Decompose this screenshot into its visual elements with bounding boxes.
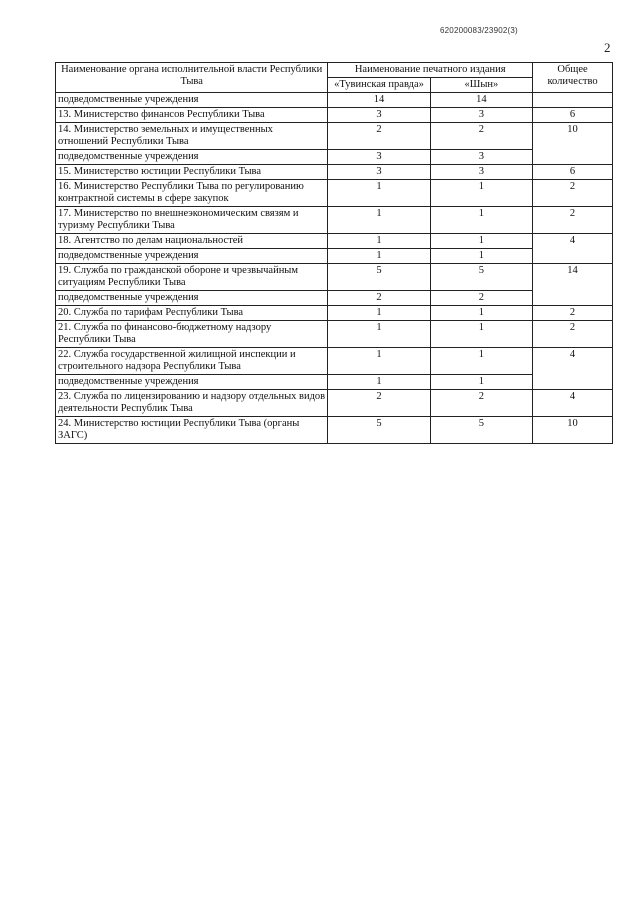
row-total: 2 — [533, 207, 613, 234]
row-name: 20. Служба по тарифам Республики Тыва — [56, 306, 328, 321]
row-name: 13. Министерство финансов Республики Тыва — [56, 108, 328, 123]
row-name: подведомственные учреждения — [56, 93, 328, 108]
table-row — [56, 249, 613, 264]
table-row — [56, 108, 613, 123]
table-row — [56, 321, 613, 348]
row-shyn: 1 — [430, 207, 532, 234]
document-number: 620200083/23902(3) — [440, 26, 518, 35]
row-shyn: 2 — [430, 390, 532, 417]
row-name: 16. Министерство Республики Тыва по регулированию контрактной системы в сфере закупок — [56, 180, 328, 207]
table-row — [56, 165, 613, 180]
publications-table — [55, 62, 613, 444]
row-shyn: 3 — [430, 108, 532, 123]
row-total: 10 — [533, 417, 613, 444]
row-name: 14. Министерство земельных и имущественных отношений Республики Тыва — [56, 123, 328, 150]
table-row — [56, 375, 613, 390]
row-shyn: 2 — [430, 291, 532, 306]
table-row — [56, 348, 613, 375]
row-name: подведомственные учреждения — [56, 249, 328, 264]
row-total: 4 — [533, 348, 613, 390]
row-tuvinskaya: 1 — [328, 348, 430, 375]
table-row — [56, 306, 613, 321]
row-total: 4 — [533, 390, 613, 417]
row-shyn: 5 — [430, 417, 532, 444]
row-name: 21. Служба по финансово-бюджетному надзору Республики Тыва — [56, 321, 328, 348]
table-row — [56, 390, 613, 417]
header-publication: Наименование печатного издания — [328, 63, 533, 78]
row-total: 6 — [533, 108, 613, 123]
row-name: 22. Служба государственной жилищной инспекции и строительного надзора Республики Тыва — [56, 348, 328, 375]
row-tuvinskaya: 1 — [328, 249, 430, 264]
row-tuvinskaya: 3 — [328, 108, 430, 123]
table-row — [56, 417, 613, 444]
row-name: подведомственные учреждения — [56, 291, 328, 306]
table-row — [56, 207, 613, 234]
row-shyn: 5 — [430, 264, 532, 291]
row-tuvinskaya: 3 — [328, 165, 430, 180]
header-shyn: «Шын» — [430, 78, 532, 93]
row-name: 24. Министерство юстиции Республики Тыва (органы ЗАГС) — [56, 417, 328, 444]
row-name: 23. Служба по лицензированию и надзору отдельных видов деятельности Республик Тыва — [56, 390, 328, 417]
row-total — [533, 93, 613, 108]
row-name: 15. Министерство юстиции Республики Тыва — [56, 165, 328, 180]
table-row — [56, 264, 613, 291]
row-shyn: 1 — [430, 180, 532, 207]
row-tuvinskaya: 2 — [328, 291, 430, 306]
row-total: 10 — [533, 123, 613, 165]
row-total: 6 — [533, 165, 613, 180]
table-row — [56, 123, 613, 150]
page-number: 2 — [604, 40, 611, 55]
header-org: Наименование органа исполнительной власти Республики Тыва — [56, 63, 328, 93]
row-tuvinskaya: 1 — [328, 321, 430, 348]
table-row — [56, 180, 613, 207]
row-total: 2 — [533, 321, 613, 348]
table-row — [56, 150, 613, 165]
row-name: 18. Агентство по делам национальностей — [56, 234, 328, 249]
row-shyn: 1 — [430, 249, 532, 264]
header-tuvinskaya: «Тувинская правда» — [328, 78, 430, 93]
row-tuvinskaya: 1 — [328, 306, 430, 321]
row-total: 2 — [533, 180, 613, 207]
header-row-1 — [56, 63, 613, 78]
row-shyn: 1 — [430, 348, 532, 375]
row-tuvinskaya: 2 — [328, 123, 430, 150]
row-total: 2 — [533, 306, 613, 321]
row-tuvinskaya: 14 — [328, 93, 430, 108]
table-row — [56, 93, 613, 108]
row-name: подведомственные учреждения — [56, 150, 328, 165]
row-tuvinskaya: 1 — [328, 207, 430, 234]
header-total: Общее количество — [533, 63, 613, 93]
row-tuvinskaya: 5 — [328, 417, 430, 444]
row-shyn: 3 — [430, 165, 532, 180]
row-shyn: 1 — [430, 321, 532, 348]
row-tuvinskaya: 3 — [328, 150, 430, 165]
row-tuvinskaya: 5 — [328, 264, 430, 291]
row-shyn: 1 — [430, 234, 532, 249]
table-row — [56, 291, 613, 306]
row-shyn: 3 — [430, 150, 532, 165]
row-total: 4 — [533, 234, 613, 264]
row-shyn: 1 — [430, 375, 532, 390]
row-shyn: 14 — [430, 93, 532, 108]
row-name: 17. Министерство по внешнеэкономическим связям и туризму Республики Тыва — [56, 207, 328, 234]
row-shyn: 2 — [430, 123, 532, 150]
row-shyn: 1 — [430, 306, 532, 321]
row-tuvinskaya: 2 — [328, 390, 430, 417]
row-tuvinskaya: 1 — [328, 234, 430, 249]
row-tuvinskaya: 1 — [328, 375, 430, 390]
row-tuvinskaya: 1 — [328, 180, 430, 207]
row-name: 19. Служба по гражданской обороне и чрезвычайным ситуациям Республики Тыва — [56, 264, 328, 291]
row-name: подведомственные учреждения — [56, 375, 328, 390]
table-row — [56, 234, 613, 249]
row-total: 14 — [533, 264, 613, 306]
